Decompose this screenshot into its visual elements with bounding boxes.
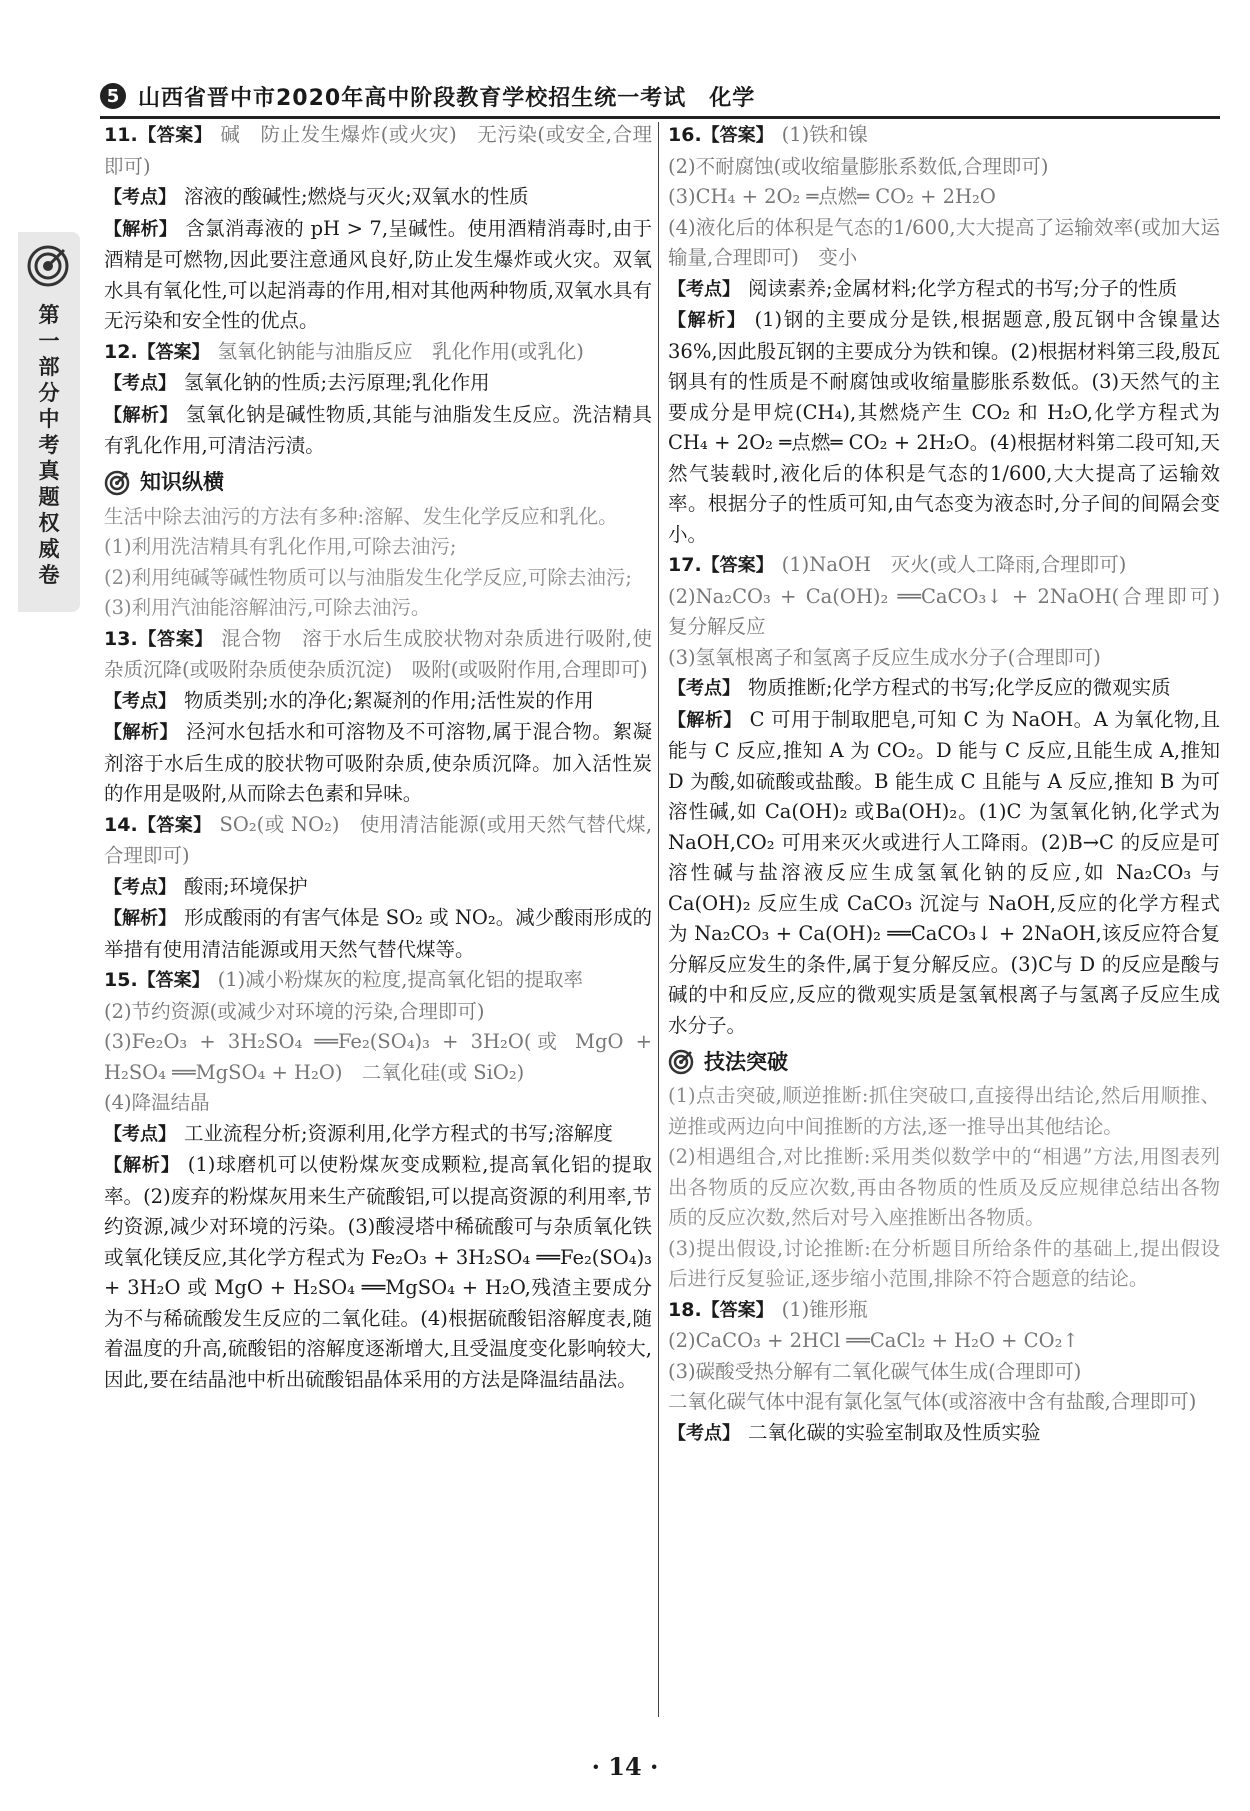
answer-label: 【答案】 [137, 341, 210, 363]
answer-text: 混合物 溶于水后生成胶状物对杂质进行吸附,使杂质沉降(或吸附杂质使杂质沉淀) 吸附(或吸附作用,合理即可) [104, 626, 653, 681]
answer-text: (4)液化后的体积是气态的1/600,大大提高了运输效率(或加大运输量,合理即可) 变小 [668, 215, 1220, 269]
analysis-label: 【解析】 [668, 709, 742, 731]
point-label: 【考点】 [104, 187, 176, 208]
question-11 [104, 120, 652, 337]
point-text: 二氧化碳的实验室制取及性质实验 [748, 1420, 1041, 1444]
answer-text: (3)CH₄ + 2O₂ ═点燃═ CO₂ + 2H₂O [668, 185, 996, 208]
answer-label: 【答案】 [701, 125, 774, 146]
answer-text: 碱 防止发生爆炸(或火灾) 无污染(或安全,合理即可) [104, 123, 652, 178]
question-number: 12. [104, 340, 138, 363]
answer-text: (4)降温结晶 [104, 1091, 210, 1114]
answer-text: 氢氧化钠能与油脂反应 乳化作用(或乳化) [217, 339, 584, 363]
point-text: 阅读素养;金属材料;化学方程式的书写;分子的性质 [748, 276, 1178, 300]
analysis-label: 【解析】 [104, 1155, 180, 1176]
point-text: 氢氧化钠的性质;去污原理;乳化作用 [184, 371, 490, 394]
analysis-label: 【解析】 [104, 404, 178, 426]
answer-text: (2)节约资源(或减少对环境的污染,合理即可) [104, 999, 485, 1023]
side-tab-label: 第一部分 中考真题 权威卷 [38, 303, 60, 587]
answer-text: (1)铁和镍 [781, 123, 868, 146]
column-divider [658, 122, 659, 1717]
point-label: 【考点】 [668, 1422, 740, 1444]
knowledge-section-header [104, 466, 652, 500]
point-label: 【考点】 [104, 690, 176, 712]
target-icon [104, 470, 130, 496]
analysis-label: 【解析】 [104, 218, 178, 240]
question-15 [104, 965, 652, 1395]
page-header [100, 76, 1220, 119]
skills-line: (2)相遇组合,对比推断:采用类似数学中的“相遇”方法,用图表列出各物质的反应次数,再由各物质的性质及反应规律总结出各物质的反应次数,然后对号入座推断出各物质。 [668, 1145, 1220, 1229]
side-tab [18, 232, 80, 612]
knowledge-line: 生活中除去油污的方法有多种:溶解、发生化学反应和乳化。 [104, 504, 618, 528]
answer-text: SO₂(或 NO₂) 使用清洁能源(或用天然气替代煤,合理即可) [104, 812, 653, 867]
point-text: 物质类别;水的净化;絮凝剂的作用;活性炭的作用 [184, 688, 594, 712]
knowledge-line: (1)利用洗洁精具有乳化作用,可除去油污; [104, 535, 457, 558]
point-label: 【考点】 [104, 373, 176, 394]
analysis-label: 【解析】 [104, 908, 177, 929]
question-number: 17. [668, 554, 702, 576]
skills-line: (3)提出假设,讨论推断:在分析题目所给条件的基础上,提出假设后进行反复验证,逐步缩小范围,排除不符合题意的结论。 [668, 1236, 1220, 1290]
analysis-text: 含氯消毒液的 pH > 7,呈碱性。使用酒精消毒时,由于酒精是可燃物,因此要注意通风良好,防止发生爆炸或火灾。双氧水具有氧化性,可以起消毒的作用,相对其他两种物质,双氧水具有无污染和安全性的优点。 [104, 216, 653, 332]
target-icon [26, 244, 70, 288]
analysis-text: 形成酸雨的有害气体是 SO₂ 或 NO₂。减少酸雨形成的举措有使用清洁能源或用天然气替代煤等。 [104, 906, 653, 961]
analysis-text: 氢氧化钠是碱性物质,其能与油脂发生反应。洗洁精具有乳化作用,可清洁污渍。 [104, 402, 653, 457]
answer-label: 【答案】 [137, 628, 214, 650]
point-text: 物质推断;化学方程式的书写;化学反应的微观实质 [748, 676, 1171, 699]
answer-text: 二氧化碳气体中混有氯化氢气体(或溶液中含有盐酸,合理即可) [668, 1390, 1197, 1413]
question-number: 13. [104, 627, 138, 650]
analysis-text: (1)钢的主要成分是铁,根据题意,殷瓦钢中含镍量达 36%,因此殷瓦钢的主要成分为铁和镍。(2)根据材料第三段,殷瓦钢具有的性质是不耐腐蚀或收缩量膨胀系数低。(3)天然气的主要成分是甲烷(CH₄),其燃烧产生 CO₂ 和 H₂O,化学方程式为 CH₄ + 2O₂ ═点燃═ CO₂ + 2H₂O。(4)根据材料第二段可知,天然气装载时,液化后的体积是气态的1/600,大大提高了运输效率。根据分子的性质可知,由气态变为液态时,分子间的间隔会变小。 [668, 308, 1220, 546]
question-14 [104, 810, 652, 966]
answer-label: 【答案】 [137, 125, 213, 146]
answer-text: (2)Na₂CO₃ + Ca(OH)₂ ══CaCO₃↓ + 2NaOH(合理即可) 复分解反应 [668, 584, 1240, 638]
analysis-label: 【解析】 [668, 310, 747, 331]
analysis-text: C 可用于制取肥皂,可知 C 为 NaOH。A 为氧化物,且能与 C 反应,推知 A 为 CO₂。D 能与 C 反应,且能生成 A,推知 D 为酸,如硫酸或盐酸。B 能生成 C 且能与 A 反应,推知 B 为可溶性碱,如 Ca(OH)₂ 或Ba(OH)₂。(1)C 为氢氧化钠,化学式为 NaOH,CO₂ 可用来灭火或进行人工降雨。(2)B→C 的反应是可溶性碱与盐溶液反应生成氢氧化钠的反应,如 Na₂CO₃ 与 Ca(OH)₂ 反应生成 CaCO₃ 沉淀与 NaOH,反应的化学方程式为 Na₂CO₃ + Ca(OH)₂ ══CaCO₃↓ + 2NaOH,该反应符合复分解反应发生的条件,属于复分解反应。(3)C与 D 的反应是酸与碱的中和反应,反应的微观实质是氢氧根离子与氢离子反应生成水分子。 [668, 707, 1221, 1037]
answer-text: (1)NaOH 灭火(或人工降雨,合理即可) [781, 553, 1127, 576]
exam-title: 山西省晋中市2020年高中阶段教育学校招生统一考试 化学 [138, 85, 756, 111]
knowledge-line: (3)利用汽油能溶解油污,可除去油污。 [104, 596, 431, 619]
right-column [668, 120, 1240, 1449]
answer-text: (1)减小粉煤灰的粒度,提高氧化铝的提取率 [217, 968, 583, 991]
analysis-label: 【解析】 [104, 722, 178, 743]
knowledge-line: (2)利用纯碱等碱性物质可以与油脂发生化学反应,可除去油污; [104, 565, 632, 589]
question-16 [668, 120, 1220, 550]
answer-label: 【答案】 [137, 970, 210, 991]
answer-text: (1)锥形瓶 [781, 1297, 868, 1321]
answer-label: 【答案】 [137, 814, 212, 836]
point-label: 【考点】 [104, 1123, 176, 1145]
point-label: 【考点】 [104, 876, 176, 898]
knowledge-box [104, 502, 652, 624]
paper-number-badge: 5 [100, 83, 126, 109]
analysis-text: (1)球磨机可以使粉煤灰变成颗粒,提高氧化铝的提取率。(2)废弃的粉煤灰用来生产硫酸铝,可以提高资源的利用率,节约资源,减少对环境的污染。(3)酸浸塔中稀硫酸可与杂质氧化铁或氧化镁反应,其化学方程式为 Fe₂O₃ + 3H₂SO₄ ══Fe₂(SO₄)₃ + 3H₂O 或 MgO + H₂SO₄ ══MgSO₄ + H₂O,残渣主要成分为不与稀硫酸发生反应的二氧化硅。(4)根据硫酸铝溶解度表,随着温度的升高,硫酸铝的溶解度逐渐增大,且受温度变化影响较大,因此,要在结晶池中析出硫酸铝晶体采用的方法是降温结晶法。 [104, 1153, 652, 1391]
question-number: 11. [104, 124, 138, 146]
answer-text: (3)氢氧根离子和氢离子反应生成水分子(合理即可) [668, 645, 1101, 669]
skills-line: (1)点击突破,顺逆推断:抓住突破口,直接得出结论,然后用顺推、逆推或两边向中间推断的方法,逐一推导出其他结论。 [668, 1084, 1220, 1138]
point-text: 工业流程分析;资源利用,化学方程式的书写;溶解度 [184, 1121, 613, 1145]
page-number: · 14 · [591, 1752, 659, 1781]
point-text: 酸雨;环境保护 [184, 874, 308, 898]
section-title: 技法突破 [704, 1049, 788, 1074]
target-icon [668, 1049, 694, 1075]
question-13 [104, 624, 652, 810]
question-17 [668, 550, 1240, 1041]
question-number: 15. [104, 969, 138, 991]
question-number: 16. [668, 124, 702, 146]
point-text: 溶液的酸碱性;燃烧与灭火;双氧水的性质 [184, 185, 529, 208]
question-number: 18. [668, 1298, 702, 1321]
point-label: 【考点】 [668, 678, 740, 699]
answer-label: 【答案】 [701, 1299, 774, 1321]
left-column [104, 120, 652, 1395]
answer-text: (2)CaCO₃ + 2HCl ══CaCl₂ + H₂O + CO₂↑ [668, 1329, 1079, 1352]
skills-section-header [668, 1045, 1220, 1079]
section-title: 知识纵横 [140, 470, 224, 495]
answer-text: (3)Fe₂O₃ + 3H₂SO₄ ══Fe₂(SO₄)₃ + 3H₂O(或 MgO + H₂SO₄ ══MgSO₄ + H₂O) 二氧化硅(或 SiO₂) [104, 1030, 652, 1084]
point-label: 【考点】 [668, 278, 740, 300]
analysis-text: 泾河水包括水和可溶物及不可溶物,属于混合物。絮凝剂溶于水后生成的胶状物可吸附杂质,使杂质沉降。加入活性炭的作用是吸附,从而除去色素和异味。 [104, 720, 653, 805]
answer-text: (3)碳酸受热分解有二氧化碳气体生成(合理即可) [668, 1359, 1082, 1383]
answer-label: 【答案】 [701, 555, 774, 576]
skills-box [668, 1081, 1220, 1295]
answer-text: (2)不耐腐蚀(或收缩量膨胀系数低,合理即可) [668, 154, 1049, 178]
question-18 [668, 1295, 1220, 1450]
question-12 [104, 337, 652, 462]
question-number: 14. [104, 813, 138, 836]
